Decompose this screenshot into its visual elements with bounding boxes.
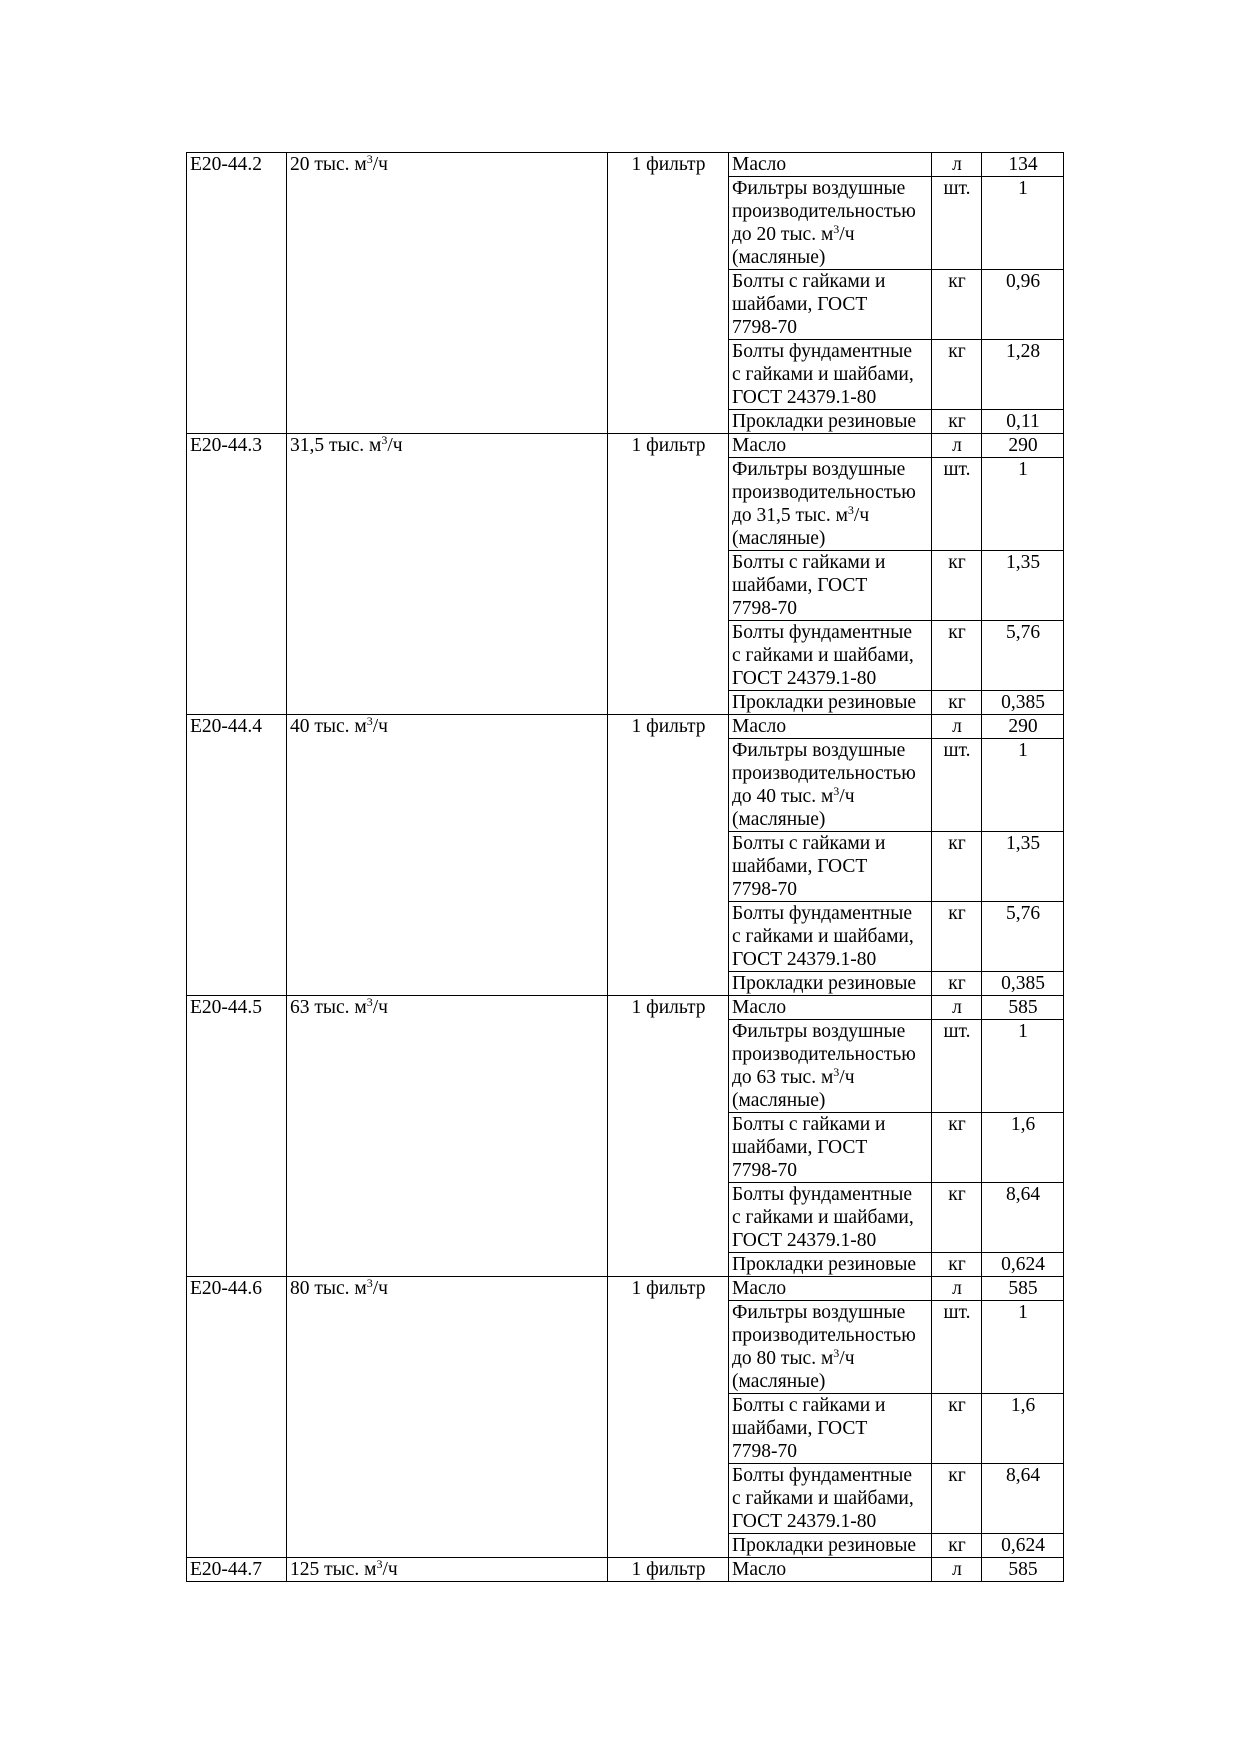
material-name-line: шайбами, ГОСТ (732, 294, 868, 315)
material-name-line: Болты с гайками и (732, 271, 886, 292)
table-row (187, 715, 1064, 739)
material-unit: л (932, 153, 982, 177)
material-name (729, 902, 932, 972)
material-name: Масло (729, 715, 932, 739)
item-unit: 1 фильтр (608, 715, 729, 996)
table-row (187, 434, 1064, 458)
material-unit: шт. (932, 1020, 982, 1113)
material-qty: 1,6 (982, 1113, 1064, 1183)
material-name-line: Болты с гайками и (732, 833, 886, 854)
material-name-line: Болты фундаментные (732, 1465, 912, 1486)
capacity-value: 20 тыс. (290, 154, 350, 175)
material-name: Масло (729, 434, 932, 458)
material-name-line: ГОСТ 24379.1-80 (732, 387, 877, 408)
item-capacity: 20 тыс. $м^3/ч$ (287, 153, 608, 434)
material-name-line: с гайками и шайбами, (732, 645, 914, 666)
material-qty: 1,28 (982, 340, 1064, 410)
material-name (729, 177, 932, 270)
material-name-line: до 80 тыс. $м^3/ч$ (732, 1346, 855, 1369)
item-capacity: 125 тыс. $м^3/ч$ (287, 1558, 608, 1582)
material-name-line: ГОСТ 24379.1-80 (732, 1230, 877, 1251)
table-row (187, 153, 1064, 177)
material-name-line: (масляные) (732, 247, 826, 268)
material-name-line: производительностью (732, 201, 916, 222)
capacity-value: 31,5 тыс. (290, 435, 365, 456)
item-code: Е20-44.4 (187, 715, 287, 996)
material-unit: шт. (932, 1301, 982, 1394)
material-qty: 0,385 (982, 972, 1064, 996)
material-name-line: производительностью (732, 1044, 916, 1065)
material-unit: кг (932, 340, 982, 410)
material-unit: кг (932, 1253, 982, 1277)
material-name-line: с гайками и шайбами, (732, 1207, 914, 1228)
material-name: Прокладки резиновые (729, 410, 932, 434)
item-code: Е20-44.6 (187, 1277, 287, 1558)
material-name-line: Фильтры воздушные (732, 178, 906, 199)
material-name-line: Фильтры воздушные (732, 1021, 906, 1042)
material-unit: л (932, 1558, 982, 1582)
material-name-line: с гайками и шайбами, (732, 926, 914, 947)
material-name-line: Болты с гайками и (732, 1114, 886, 1135)
material-name (729, 832, 932, 902)
material-name-line: ГОСТ 24379.1-80 (732, 668, 877, 689)
material-name-line: с гайками и шайбами, (732, 364, 914, 385)
material-unit: кг (932, 832, 982, 902)
material-name: Прокладки резиновые (729, 972, 932, 996)
material-name (729, 1394, 932, 1464)
table-row (187, 1558, 1064, 1582)
material-qty: 1 (982, 458, 1064, 551)
material-unit: шт. (932, 177, 982, 270)
material-name-line: (масляные) (732, 809, 826, 830)
material-name: Прокладки резиновые (729, 691, 932, 715)
material-name-line: производительностью (732, 763, 916, 784)
item-code: Е20-44.3 (187, 434, 287, 715)
material-name-line: Болты с гайками и (732, 552, 886, 573)
material-name-line: Болты фундаментные (732, 341, 912, 362)
material-name-line: (масляные) (732, 1371, 826, 1392)
item-unit: 1 фильтр (608, 996, 729, 1277)
material-qty: 5,76 (982, 621, 1064, 691)
item-code: Е20-44.7 (187, 1558, 287, 1582)
material-unit: кг (932, 270, 982, 340)
material-name (729, 551, 932, 621)
item-code: Е20-44.5 (187, 996, 287, 1277)
item-code: Е20-44.2 (187, 153, 287, 434)
material-unit: кг (932, 410, 982, 434)
material-name (729, 1020, 932, 1113)
material-name-line: производительностью (732, 482, 916, 503)
material-qty: 134 (982, 153, 1064, 177)
material-name: Масло (729, 1277, 932, 1301)
material-name-line: Фильтры воздушные (732, 740, 906, 761)
material-name: Прокладки резиновые (729, 1534, 932, 1558)
item-unit: 1 фильтр (608, 1558, 729, 1582)
material-name-line: с гайками и шайбами, (732, 1488, 914, 1509)
material-unit: кг (932, 902, 982, 972)
material-qty: 290 (982, 434, 1064, 458)
material-qty: 1,35 (982, 832, 1064, 902)
material-unit: л (932, 715, 982, 739)
table-row (187, 996, 1064, 1020)
material-name-line: шайбами, ГОСТ (732, 575, 868, 596)
material-unit: кг (932, 972, 982, 996)
item-unit: 1 фильтр (608, 434, 729, 715)
material-unit: кг (932, 1394, 982, 1464)
item-capacity: 31,5 тыс. $м^3/ч$ (287, 434, 608, 715)
capacity-value: 40 тыс. (290, 716, 350, 737)
material-name-line: шайбами, ГОСТ (732, 856, 868, 877)
material-unit: шт. (932, 739, 982, 832)
table-body (187, 153, 1064, 1582)
material-name-line: (масляные) (732, 528, 826, 549)
material-name-line: до 63 тыс. $м^3/ч$ (732, 1065, 855, 1088)
material-name-line: Болты фундаментные (732, 622, 912, 643)
material-name-line: шайбами, ГОСТ (732, 1137, 868, 1158)
material-name-line: 7798-70 (732, 879, 797, 900)
item-capacity: 63 тыс. $м^3/ч$ (287, 996, 608, 1277)
material-qty: 585 (982, 996, 1064, 1020)
material-name: Масло (729, 1558, 932, 1582)
material-qty: 1 (982, 177, 1064, 270)
material-qty: 1 (982, 739, 1064, 832)
material-name (729, 1113, 932, 1183)
norms-table (186, 152, 1064, 1582)
material-name (729, 1464, 932, 1534)
material-unit: л (932, 996, 982, 1020)
material-name-line: до 31,5 тыс. $м^3/ч$ (732, 503, 870, 526)
material-name (729, 340, 932, 410)
material-name-line: производительностью (732, 1325, 916, 1346)
material-unit: кг (932, 1183, 982, 1253)
material-name-line: (масляные) (732, 1090, 826, 1111)
material-name (729, 1183, 932, 1253)
material-unit: кг (932, 621, 982, 691)
material-name (729, 270, 932, 340)
item-unit: 1 фильтр (608, 153, 729, 434)
material-name-line: Фильтры воздушные (732, 459, 906, 480)
material-name (729, 458, 932, 551)
material-qty: 585 (982, 1558, 1064, 1582)
material-name-line: Фильтры воздушные (732, 1302, 906, 1323)
item-capacity: 80 тыс. $м^3/ч$ (287, 1277, 608, 1558)
material-unit: кг (932, 551, 982, 621)
material-qty: 5,76 (982, 902, 1064, 972)
material-name-line: Болты фундаментные (732, 903, 912, 924)
material-qty: 1,35 (982, 551, 1064, 621)
material-name-line: 7798-70 (732, 1160, 797, 1181)
material-name-line: 7798-70 (732, 598, 797, 619)
material-qty: 0,11 (982, 410, 1064, 434)
material-unit: л (932, 434, 982, 458)
material-qty: 1 (982, 1301, 1064, 1394)
material-name: Прокладки резиновые (729, 1253, 932, 1277)
material-name (729, 1301, 932, 1394)
material-qty: 290 (982, 715, 1064, 739)
material-name-line: до 20 тыс. $м^3/ч$ (732, 222, 855, 245)
material-qty: 8,64 (982, 1464, 1064, 1534)
material-name-line: ГОСТ 24379.1-80 (732, 949, 877, 970)
material-qty: 0,96 (982, 270, 1064, 340)
item-capacity: 40 тыс. $м^3/ч$ (287, 715, 608, 996)
material-name-line: Болты с гайками и (732, 1395, 886, 1416)
material-qty: 585 (982, 1277, 1064, 1301)
material-qty: 1 (982, 1020, 1064, 1113)
capacity-value: 63 тыс. (290, 997, 350, 1018)
material-qty: 0,385 (982, 691, 1064, 715)
material-name (729, 621, 932, 691)
capacity-value: 125 тыс. (290, 1559, 360, 1580)
material-name-line: 7798-70 (732, 317, 797, 338)
material-name-line: 7798-70 (732, 1441, 797, 1462)
material-name: Масло (729, 153, 932, 177)
material-name-line: ГОСТ 24379.1-80 (732, 1511, 877, 1532)
material-unit: кг (932, 691, 982, 715)
material-unit: л (932, 1277, 982, 1301)
material-qty: 0,624 (982, 1534, 1064, 1558)
material-unit: кг (932, 1534, 982, 1558)
material-name (729, 739, 932, 832)
material-qty: 0,624 (982, 1253, 1064, 1277)
table-row (187, 1277, 1064, 1301)
material-name-line: шайбами, ГОСТ (732, 1418, 868, 1439)
item-unit: 1 фильтр (608, 1277, 729, 1558)
material-unit: кг (932, 1464, 982, 1534)
material-name-line: Болты фундаментные (732, 1184, 912, 1205)
capacity-value: 80 тыс. (290, 1278, 350, 1299)
material-qty: 1,6 (982, 1394, 1064, 1464)
material-unit: шт. (932, 458, 982, 551)
material-qty: 8,64 (982, 1183, 1064, 1253)
material-name: Масло (729, 996, 932, 1020)
material-name-line: до 40 тыс. $м^3/ч$ (732, 784, 855, 807)
material-unit: кг (932, 1113, 982, 1183)
